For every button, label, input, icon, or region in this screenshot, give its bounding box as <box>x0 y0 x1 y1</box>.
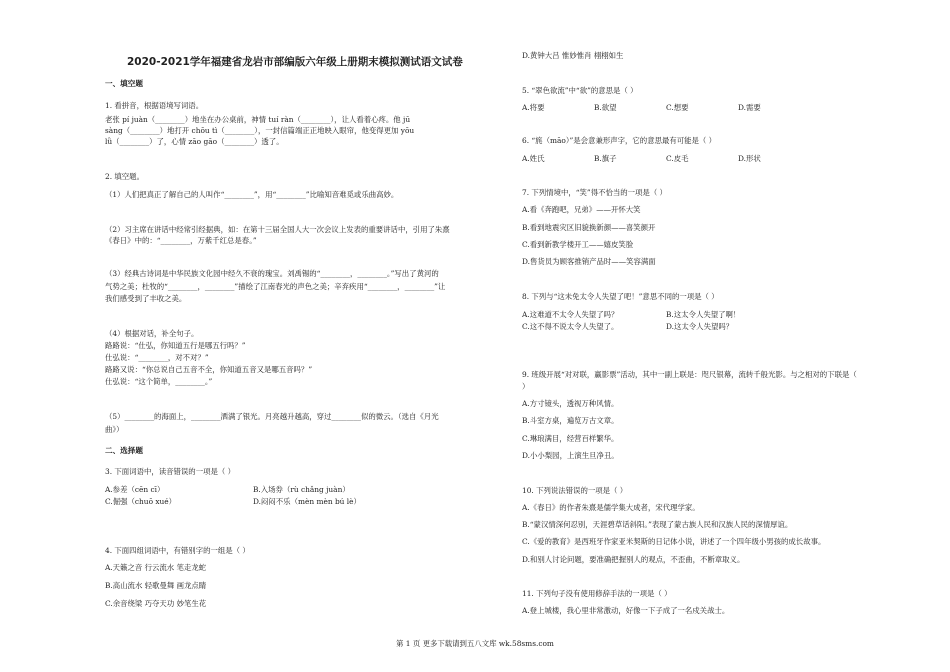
q10-option-c: C.《爱的教育》是西班牙作家亚米契斯的日记体小说，讲述了一个四年级小男孩的成长故事。 <box>522 537 826 546</box>
q2-part-5: 曲》） <box>105 425 124 434</box>
q11-stem: 11. 下列句子没有使用修辞手法的一项是（ ） <box>522 589 672 598</box>
q7-stem: 7. 下列情境中，“笑”得不恰当的一项是（ ） <box>522 188 667 197</box>
page-footer: 第 1 页 更多下载请到五八文库 wk.58sms.com <box>396 639 554 648</box>
q5-option-a: A.将要 <box>522 103 545 112</box>
q3-option-c: C.倔强（chuō xué） <box>105 497 177 506</box>
q6-option-d: D.形状 <box>738 154 761 163</box>
q10-stem: 10. 下列说法错误的一项是（ ） <box>522 486 628 495</box>
q11-option-a: A.登上城楼，我心里非常激动，好像一下子成了一名戍关战士。 <box>522 606 730 615</box>
q3-stem: 3. 下面词语中，读音错误的一项是（ ） <box>105 467 236 476</box>
q2-part-4: 仕弘说：“这个简单，________。” <box>105 377 213 386</box>
q7-option-a: A.看《奔跑吧，兄弟》——开怀大笑 <box>522 205 641 214</box>
q5-option-d: D.需要 <box>738 103 761 112</box>
q1-line: lǜ（________）了，心情 zāo gāo（________）透了。 <box>105 137 284 146</box>
q6-stem: 6. “旄（māo）”是会意兼形声字，它的意思最有可能是（ ） <box>522 136 717 145</box>
q1-stem: 1. 看拼音，根据语境写词语。 <box>105 101 204 110</box>
q9-option-c: C.琳琅满目，经营百样繁华。 <box>522 434 619 443</box>
q9-stem: 9. 班级开展“对对联，赢影票”活动，其中一副上联是：咫尺银幕，流转千般光影。与之相对的下联是（ <box>522 370 857 379</box>
q2-part-5: （5）________的海面上，________洒满了银光。月亮越升越高，穿过________似的微云。（选自《月光 <box>105 412 439 421</box>
q3-option-b: B.入场券（rù chǎng juàn） <box>253 485 350 494</box>
q2-part-3: 气势之美；杜牧的“________，________”描绘了江南春光的声色之美；辛弃疾用“________，________”让 <box>105 282 446 291</box>
q2-part-2: （2）习主席在讲话中经常引经据典，如：在第十三届全国人大一次会议上发表的重要讲话中，引用了朱熹 <box>105 225 450 234</box>
q4-option-d: D.黄钟大吕 惟妙惟肖 栩栩如生 <box>522 51 624 60</box>
q2-part-3: （3）经典古诗词是中华民族文化园中经久不衰的瑰宝。刘禹锡的“________，________。”写出了黄河的 <box>105 269 439 278</box>
q8-option-c: C.这不得不说太令人失望了。 <box>522 322 619 331</box>
q4-stem: 4. 下面四组词语中，有错别字的一组是（ ） <box>105 546 250 555</box>
q9-option-a: A.方寸镜头，透视万种风情。 <box>522 399 619 408</box>
q6-option-b: B.旗子 <box>594 154 617 163</box>
q9-stem-end: ） <box>522 382 530 391</box>
q3-option-d: D.闷闷不乐（mèn mèn bú lè） <box>253 497 361 506</box>
q8-option-a: A.这难道不太令人失望了吗？ <box>522 310 619 319</box>
q7-option-d: D.售货员为顾客推销产品时——笑容满面 <box>522 257 656 266</box>
q6-option-c: C.皮毛 <box>666 154 689 163</box>
q2-stem: 2. 填空题。 <box>105 172 144 181</box>
q4-option-b: B.高山流水 轻歌曼舞 画龙点睛 <box>105 581 207 590</box>
q4-option-a: A.天籁之音 行云流水 笔走龙蛇 <box>105 563 207 572</box>
section-fill-in: 一、填空题 <box>105 79 143 88</box>
q2-part-3: 我们感受到了丰收之美。 <box>105 294 187 303</box>
q5-stem: 5. “翠色欲流”中“欲”的意思是（ ） <box>522 86 638 95</box>
q9-option-d: D.小小梨园，上演生旦净丑。 <box>522 451 619 460</box>
q2-part-4: 路路又说：“你总说自己五音不全，你知道五音又是哪五音吗？” <box>105 365 313 374</box>
q10-option-d: D.和别人讨论问题，要准确把握别人的观点，不歪曲，不断章取义。 <box>522 555 745 564</box>
q5-option-b: B.欲望 <box>594 103 617 112</box>
q10-option-b: B.“蒙汉情深何忍别，天涯碧草话斜阳。”表现了蒙古族人民和汉族人民的深情厚谊。 <box>522 520 793 529</box>
q10-option-a: A.《春日》的作者朱熹是儒学集大成者，宋代理学家。 <box>522 503 700 512</box>
q2-part-1: （1）人们把真正了解自己的人叫作“________”，用“________”比喻知音难觅或乐曲高妙。 <box>105 190 399 199</box>
q8-option-b: B.这太令人失望了啊！ <box>666 310 741 319</box>
q9-option-b: B.斗室方桌，遍览万古文章。 <box>522 416 619 425</box>
q2-part-4: 仕弘说：“________，对不对？” <box>105 353 209 362</box>
q2-part-4: 路路说：“仕弘，你知道五行是哪五行吗？” <box>105 341 246 350</box>
q7-option-b: B.看到地震灾区旧貌换新颜——喜笑颜开 <box>522 223 656 232</box>
q3-option-a: A.参差（cēn cī） <box>105 485 165 494</box>
q1-line: 老张 pí juàn（________）地坐在办公桌前，神情 tuí ràn（________），让人看着心疼。他 jū <box>105 115 411 124</box>
q7-option-c: C.看到新教学楼开工——嬉皮笑脸 <box>522 240 634 249</box>
page-title: 2020-2021学年福建省龙岩市部编版六年级上册期末模拟测试语文试卷 <box>127 56 463 68</box>
q8-option-d: D.这太令人失望吗？ <box>666 322 734 331</box>
q4-option-c: C.余音绕梁 巧夺天功 妙笔生花 <box>105 599 207 608</box>
q2-part-2: 《春日》中的：“________，万紫千红总是春。” <box>105 236 257 245</box>
q6-option-a: A.姓氏 <box>522 154 545 163</box>
q5-option-c: C.想要 <box>666 103 689 112</box>
q8-stem: 8. 下列与“这未免太令人失望了吧！”意思不同的一项是（ ） <box>522 292 719 301</box>
section-choice: 二、选择题 <box>105 446 143 455</box>
q1-line: sàng（________）地打开 chōu tì（________），一封信篇端正正地映入眼帘，他变得更加 yōu <box>105 126 415 135</box>
q2-part-4: （4）根据对话，补全句子。 <box>105 329 199 338</box>
